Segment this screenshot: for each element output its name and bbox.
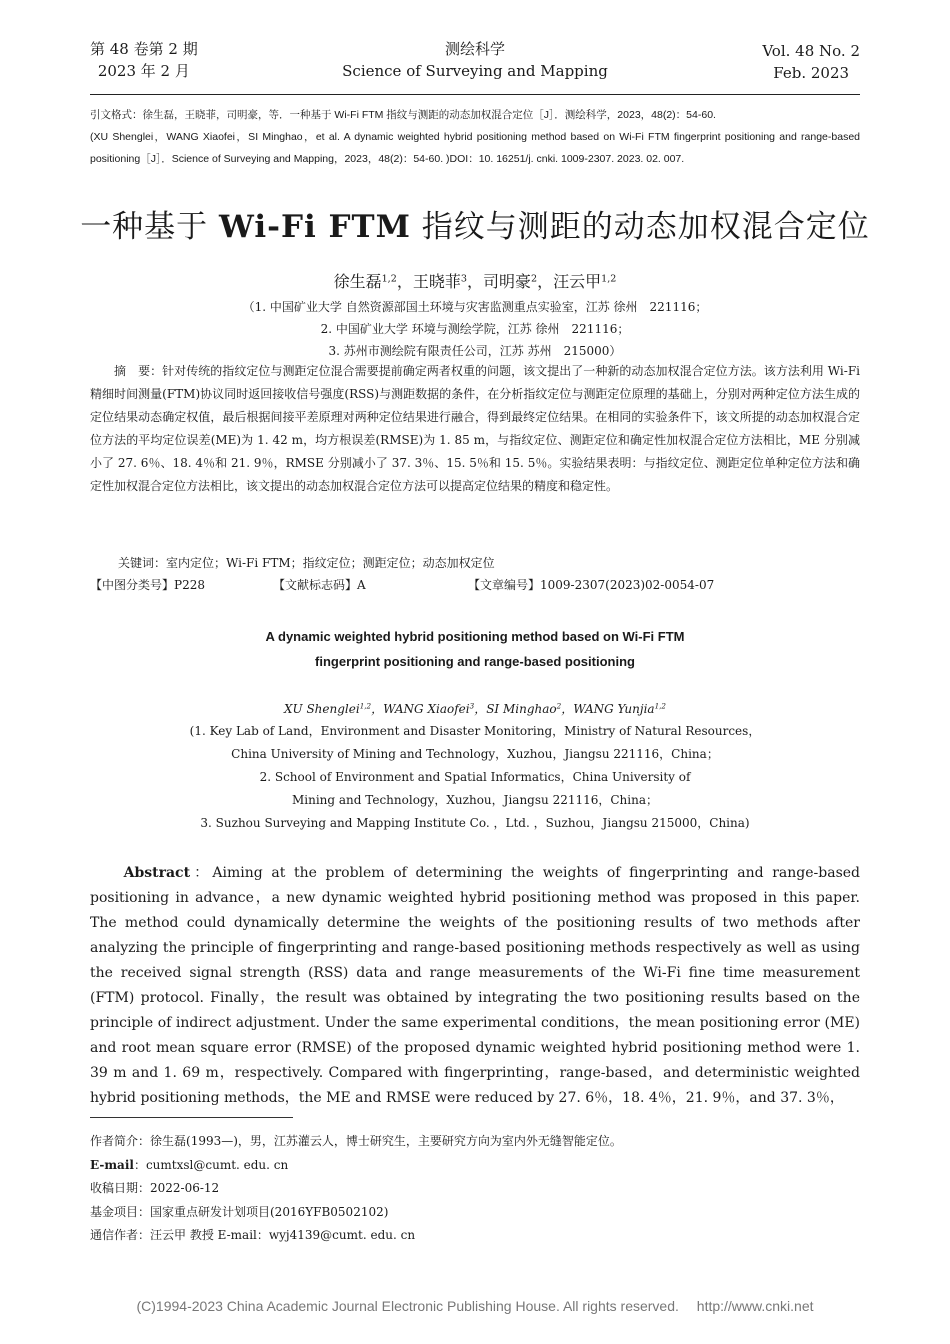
- author-separator: ，: [537, 272, 554, 291]
- article-number: 【文章编号】1009-2307(2023)02-0054-07: [468, 578, 715, 592]
- volume-issue-en: Vol. 48 No. 2: [762, 42, 860, 60]
- author-cn: 王晓菲: [412, 272, 461, 291]
- author-cn: 司明豪: [483, 272, 532, 291]
- affiliation-en: 2. School of Environment and Spatial Informatics，China University of: [259, 770, 691, 784]
- journal-name-cn: 测绘科学: [444, 40, 505, 58]
- received-date: 收稿日期：2022-06-12: [90, 1181, 220, 1195]
- keywords-cn: 关键词：室内定位；Wi-Fi FTM；指纹定位；测距定位；动态加权定位: [118, 556, 495, 570]
- clc-number: 【中图分类号】P228: [90, 578, 205, 592]
- volume-issue-cn: 第 48 卷第 2 期: [90, 40, 198, 58]
- footnotes: [90, 1130, 860, 1248]
- affiliation-en: Mining and Technology，Xuzhou，Jiangsu 221116，China；: [291, 793, 659, 807]
- abstract-cn: [90, 360, 860, 498]
- author-sup: 3: [469, 701, 475, 711]
- title-cn-post: 指纹与测距的动态加权混合定位: [410, 209, 870, 245]
- authors-en: [90, 698, 860, 720]
- email-label: E-mail: [90, 1157, 134, 1172]
- citation-cn: 引文格式：徐生磊，王晓菲，司明豪，等．一种基于 Wi-Fi FTM 指纹与测距的动态加权混合定位［J］．测绘科学，2023，48(2)：54-60.: [90, 109, 716, 121]
- affiliation-en: 3. Suzhou Surveying and Mapping Institute Co. ，Ltd. ，Suzhou，Jiangsu 215000，China): [200, 816, 750, 830]
- affiliations-cn: [90, 296, 860, 362]
- author-separator: ，: [474, 702, 487, 716]
- authors-cn: [90, 270, 860, 294]
- author-separator: ，: [371, 702, 384, 716]
- author-separator: ，: [466, 272, 483, 291]
- author-en: XU Shenglei: [283, 702, 360, 716]
- author-cn: 汪云甲: [553, 272, 602, 291]
- author-sup: 2: [556, 701, 562, 711]
- citation-block: [90, 104, 860, 170]
- affiliation-en: (1. Key Lab of Land，Environment and Disaster Monitoring，Ministry of Natural Resources，: [189, 724, 761, 738]
- author-sup: 1,2: [381, 273, 397, 285]
- affiliations-en: [90, 720, 860, 835]
- abstract-en-colon: ：: [190, 865, 213, 881]
- abstract-en-label: Abstract: [123, 865, 191, 881]
- author-sup: 1,2: [654, 701, 667, 711]
- funding: 基金项目：国家重点研发计划项目(2016YFB0502102): [90, 1204, 389, 1219]
- author-separator: ，: [561, 702, 574, 716]
- author-en: SI Minghao: [486, 702, 557, 716]
- copyright-notice: (C)1994-2023 China Academic Journal Electronic Publishing House. All rights reserved. http://www.cnki.net: [136, 1298, 814, 1314]
- affiliation-en: China University of Mining and Technology，Xuzhou，Jiangsu 221116，China；: [231, 747, 719, 761]
- title-en-line: fingerprint positioning and range-based positioning: [315, 654, 635, 669]
- abstract-cn-text: 针对传统的指纹定位与测距定位混合需要提前确定两者权重的问题，该文提出了一种新的动态加权混合定位方法。该方法利用 Wi-Fi 精细时间测量(FTM)协议同时返回接收信号强度(RSS)与测距数据的条件，在分析指纹定位与测距定位原理的基础上，分别对两种定位方法生成的定位结果动态确定权值，最后根据间接平差原理对两种定位结果进行融合，得到最终定位结果。在相同的实验条件下，该文所提的动态加权混合定位方法的平均定位误差(ME)为 1. 42 m，均方根误差(RMSE)为 1. 85 m，与指纹定位、测距定位和确定性加权混合定位方法相比，ME 分别减小了 27. 6％、18. 4％和 21. 9％，RMSE 分别减小了 37. 3％、15. 5％和 15. 5％。实验结果表明：与指纹定位、测距定位单种定位方法和确定性加权混合定位方法相比，该文提出的动态加权混合定位方法可以提高定位结果的精度和稳定性。: [90, 364, 860, 493]
- author-separator: ，: [396, 272, 413, 291]
- author-bio-label: 作者简介：: [90, 1134, 151, 1148]
- paper-title-en: [90, 624, 860, 674]
- title-en-line: A dynamic weighted hybrid positioning method based on Wi-Fi FTM: [265, 629, 685, 644]
- author-cn: 徐生磊: [333, 272, 382, 291]
- author-sup: 3: [460, 273, 467, 285]
- footnote-divider: [90, 1117, 293, 1118]
- abstract-en-text: Aiming at the problem of determining the weights of fingerprinting and range-based positioning in advance，a new dynamic weighted hybrid positioning method was proposed in this paper. The method could dynamically determine the weights of the positioning results of two methods after analyzing the principle of fingerprinting and range-based positioning methods respectively as well as using the received signal strength (RSS) data and range measurements of the Wi-Fi fine time measurement (FTM) protocol. Finally，the result was obtained by integrating the two positioning results based on the principle of indirect adjustment. Under the same experimental conditions，the mean positioning error (ME) and root mean square error (RMSE) of the proposed dynamic weighted hybrid positioning method were 1. 39 m and 1. 69 m，respectively. Compared with fingerprinting，range-based，and deterministic weighted hybrid positioning methods，the ME and RMSE were reduced by 27. 6％，18. 4％，21. 9％，and 37. 3％，: [90, 865, 861, 1106]
- citation-en: (XU Shenglei，WANG Xiaofei，SI Minghao，et al. A dynamic weighted hybrid positioning method based on Wi-Fi FTM fingerprint positioning and range-based positioning［J］．Science of Surveying and Mapping，2023，48(2)：54-60. )DOI：10. 16251/j. cnki. 1009-2307. 2023. 02. 007.: [90, 131, 860, 165]
- date-en: Feb. 2023: [773, 64, 850, 82]
- email-address: ：cumtxsl@cumt. edu. cn: [133, 1157, 289, 1172]
- affiliation-cn: 2. 中国矿业大学 环境与测绘学院，江苏 徐州 221116；: [320, 322, 630, 336]
- author-sup: 2: [531, 273, 538, 285]
- author-en: WANG Xiaofei: [383, 702, 470, 716]
- header-journal: [330, 38, 620, 82]
- abstract-en: [90, 861, 860, 1111]
- header-divider: [90, 94, 860, 95]
- corresponding-author: 通信作者：汪云甲 教授 E-mail：wyj4139@cumt. edu. cn: [90, 1228, 416, 1242]
- abstract-cn-label: 摘 要：: [114, 364, 163, 378]
- document-code: 【文献标志码】A: [273, 578, 366, 592]
- author-email: [90, 1154, 860, 1178]
- author-bio: [90, 1130, 860, 1154]
- date-cn: 2023 年 2 月: [97, 62, 190, 80]
- affiliation-cn: 3. 苏州市测绘院有限责任公司，江苏 苏州 215000）: [328, 344, 622, 358]
- title-cn-latin: Wi-Fi FTM: [219, 209, 411, 245]
- paper-title-cn: [60, 205, 890, 249]
- author-en: WANG Yunjia: [573, 702, 655, 716]
- title-cn-pre: 一种基于: [80, 209, 220, 245]
- affiliation-cn: （1. 中国矿业大学 自然资源部国土环境与灾害监测重点实验室，江苏 徐州 221116；: [242, 300, 708, 314]
- header-volume-en: [762, 40, 860, 84]
- header-volume-cn: [90, 38, 198, 82]
- author-sup: 1,2: [601, 273, 617, 285]
- author-bio-text: 徐生磊(1993—)，男，江苏灌云人，博士研究生，主要研究方向为室内外无缝智能定位。: [150, 1134, 622, 1148]
- journal-name-en: Science of Surveying and Mapping: [342, 62, 608, 80]
- author-sup: 1,2: [359, 701, 372, 711]
